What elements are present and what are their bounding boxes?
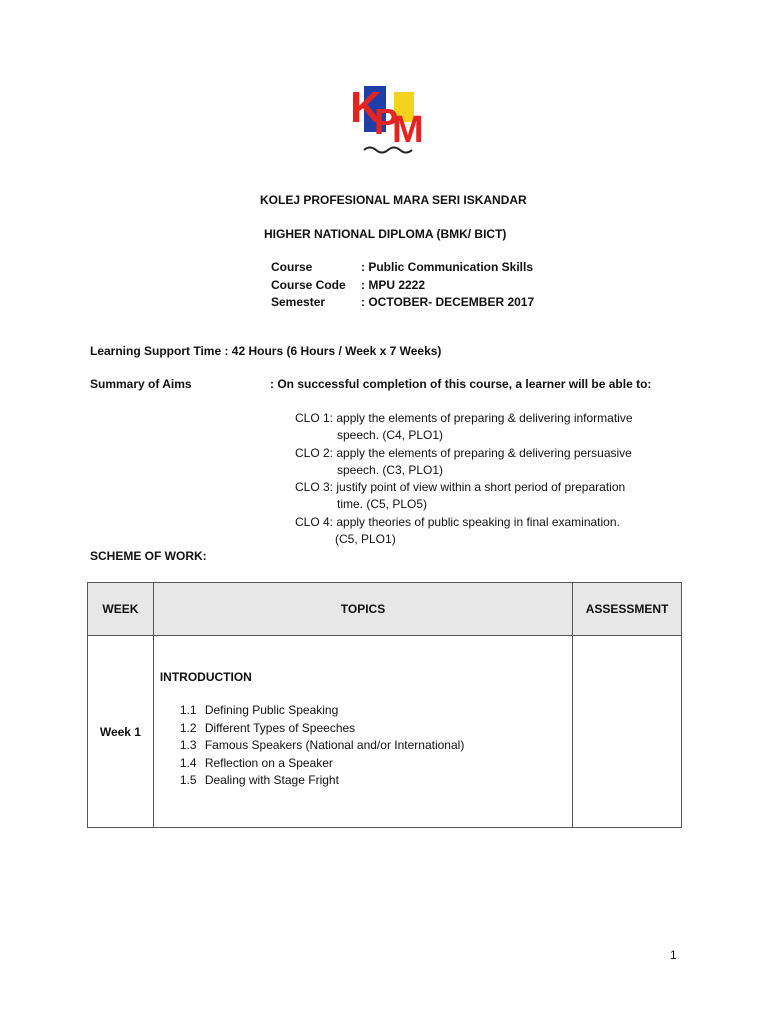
clo-item <box>295 445 633 480</box>
header-assessment: ASSESSMENT <box>573 583 682 636</box>
clo-3-line2: time. (C5, PLO5) <box>337 497 428 512</box>
course-info-row <box>271 294 534 312</box>
clo-item <box>295 514 633 549</box>
list-item <box>180 737 572 755</box>
course-code-value: : MPU 2222 <box>361 277 426 292</box>
semester-value: : OCTOBER- DECEMBER 2017 <box>361 295 535 309</box>
topic-text: Dealing with Stage Fright <box>204 773 339 787</box>
clo-item <box>295 410 633 445</box>
college-name: KOLEJ PROFESIONAL MARA SERI ISKANDAR <box>260 193 527 207</box>
assessment-cell <box>573 636 682 828</box>
clo-item <box>295 479 633 514</box>
college-logo <box>348 76 432 160</box>
clo-1-line2: speech. (C4, PLO1) <box>337 428 444 443</box>
list-item <box>180 755 572 773</box>
topic-text: Defining Public Speaking <box>204 703 339 717</box>
scheme-of-work-table <box>87 582 682 828</box>
scheme-title: SCHEME OF WORK: <box>90 549 207 563</box>
clo-2-line1: CLO 2: apply the elements of preparing & delivering persuasive <box>295 445 632 460</box>
list-item <box>180 702 572 720</box>
svg-text:K: K <box>350 83 382 132</box>
topics-cell <box>153 636 572 828</box>
clo-4-line1: CLO 4: apply theories of public speaking in final examination. <box>295 514 620 529</box>
table-row <box>88 636 682 828</box>
clo-4-line2: (C5, PLO1) <box>335 532 396 547</box>
clo-2-line2: speech. (C3, PLO1) <box>337 462 444 477</box>
course-label: Course <box>271 260 313 274</box>
topic-number: 1.4 <box>179 755 197 770</box>
topic-list <box>160 702 572 790</box>
course-info <box>271 259 534 312</box>
topic-number: 1.1 <box>179 703 197 717</box>
page-number: 1 <box>670 948 677 962</box>
clo-3-line1: CLO 3: justify point of view within a short period of preparation <box>295 480 626 495</box>
topic-text: Reflection on a Speaker <box>204 755 333 770</box>
summary-value: : On successful completion of this course, a learner will be able to: <box>270 377 652 391</box>
clo-1-line1: CLO 1: apply the elements of preparing & delivering informative <box>295 411 633 425</box>
learning-support-time: Learning Support Time : 42 Hours (6 Hours / Week x 7 Weeks) <box>90 344 442 358</box>
topic-text: Different Types of Speeches <box>204 720 356 735</box>
topic-number: 1.2 <box>179 720 197 735</box>
course-info-row <box>271 277 534 295</box>
table-header-row <box>88 583 682 636</box>
header-topics: TOPICS <box>153 583 572 636</box>
course-value: : Public Communication Skills <box>361 260 534 274</box>
diploma-title: HIGHER NATIONAL DIPLOMA (BMK/ BICT) <box>264 227 507 241</box>
topic-number: 1.5 <box>179 773 197 787</box>
topic-text: Famous Speakers (National and/or International) <box>204 738 465 752</box>
semester-label: Semester <box>271 295 326 309</box>
header-week: WEEK <box>88 583 154 636</box>
list-item <box>180 772 572 790</box>
summary-label: Summary of Aims <box>90 377 192 391</box>
clo-list <box>295 410 633 548</box>
course-code-label: Course Code <box>271 277 346 292</box>
topic-heading: INTRODUCTION <box>159 670 252 684</box>
topic-number: 1.3 <box>179 738 197 752</box>
list-item <box>180 720 572 738</box>
svg-text:M: M <box>392 109 424 151</box>
week-cell: Week 1 <box>88 636 154 828</box>
svg-text:P: P <box>374 101 399 142</box>
course-info-row <box>271 259 534 277</box>
